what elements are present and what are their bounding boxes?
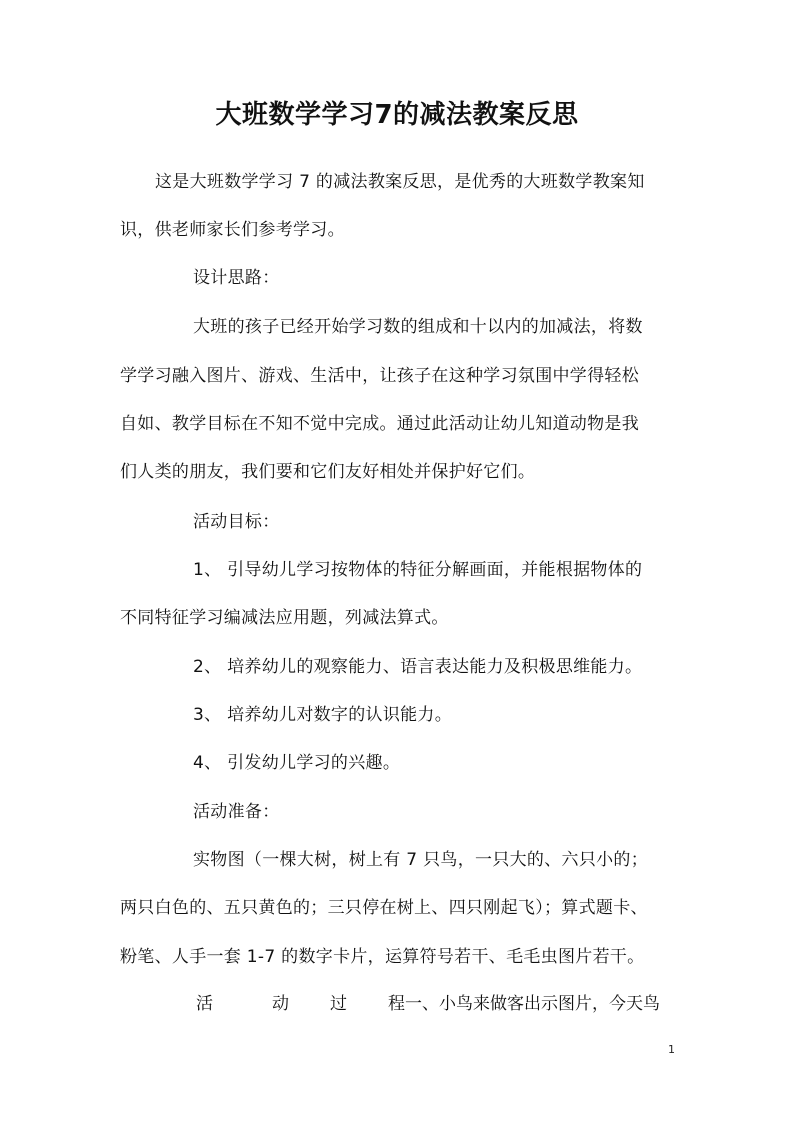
section-heading: 活动准备： bbox=[193, 802, 280, 822]
process-char: 过 bbox=[330, 994, 347, 1014]
paragraph-line: 粉笔、人手一套 1-7 的数字卡片，运算符号若干、毛毛虫图片若干。 bbox=[120, 947, 645, 967]
list-item: 2、 培养幼儿的观察能力、语言表达能力及积极思维能力。 bbox=[193, 657, 643, 677]
paragraph-line: 两只白色的、五只黄色的；三只停在树上、四只刚起飞）；算式题卡、 bbox=[120, 898, 648, 918]
process-char: 动 bbox=[272, 994, 289, 1014]
process-line bbox=[196, 992, 660, 1016]
paragraph-line: 识，供老师家长们参考学习。 bbox=[120, 220, 345, 240]
paragraph-line: 这是大班数学学习 7 的减法教案反思，是优秀的大班数学教案知 bbox=[155, 172, 645, 192]
process-text: 程一、小鸟来做客出示图片，今天鸟 bbox=[388, 994, 660, 1014]
list-item: 1、 引导幼儿学习按物体的特征分解画面，并能根据物体的 bbox=[193, 560, 643, 580]
paragraph-line: 自如、教学目标在不知不觉中完成。通过此活动让幼儿知道动物是我 bbox=[120, 414, 639, 434]
paragraph-line: 大班的孩子已经开始学习数的组成和十以内的加减法，将数 bbox=[193, 317, 643, 337]
list-item-continuation: 不同特征学习编减法应用题，列减法算式。 bbox=[120, 608, 449, 628]
page-number: 1 bbox=[668, 1043, 675, 1056]
paragraph-line: 们人类的朋友，我们要和它们友好相处并保护好它们。 bbox=[120, 462, 536, 482]
paragraph-line: 实物图（一棵大树，树上有 7 只鸟，一只大的、六只小的； bbox=[193, 850, 649, 870]
paragraph-line: 学学习融入图片、游戏、生活中，让孩子在这种学习氛围中学得轻松 bbox=[120, 366, 639, 386]
list-item: 3、 培养幼儿对数字的认识能力。 bbox=[193, 705, 453, 725]
process-char: 活 bbox=[196, 994, 213, 1014]
section-heading: 设计思路： bbox=[193, 268, 280, 288]
document-title: 大班数学学习7的减法教案反思 bbox=[215, 100, 579, 130]
section-heading: 活动目标： bbox=[193, 512, 280, 532]
list-item: 4、 引发幼儿学习的兴趣。 bbox=[193, 753, 401, 773]
